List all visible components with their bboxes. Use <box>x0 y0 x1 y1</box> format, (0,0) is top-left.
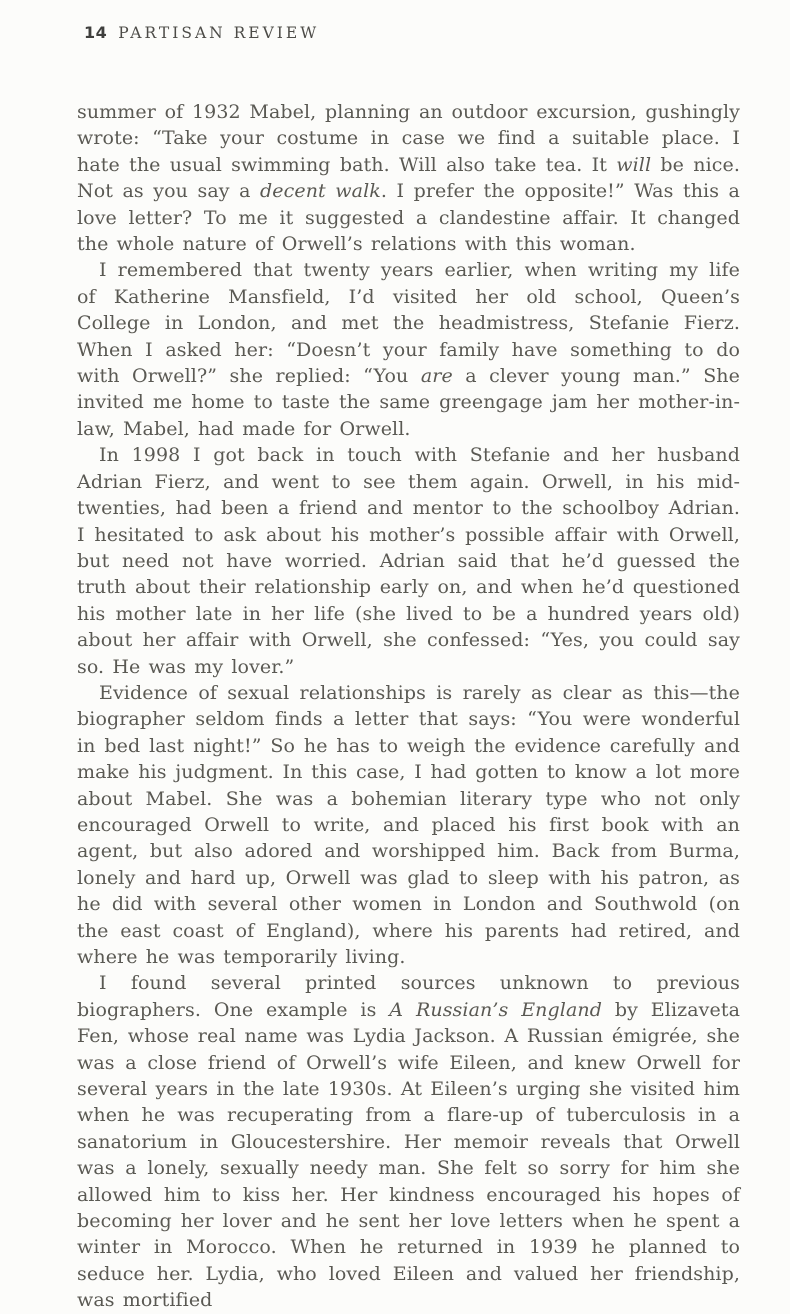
text-run: In 1998 I got back in touch with Stefanie and her husband Adrian Fierz, and went to see them again. Orwell, in his mid-twenties, had been a friend and mentor to the schoolboy Adrian. I hesitated to ask about his mother’s possible affair with Orwell, but need not have worried. Adrian said that he’d guessed the truth about their relationship early on, and when he’d questioned his mother late in her life (she lived to be a hundred years old) about her affair with Orwell, she confessed: “Yes, you could say so. He was my lover.” <box>77 444 740 678</box>
text-run: by Elizaveta Fen, whose real name was Lydia Jackson. A Russian émigrée, she was a close friend of Orwell’s wife Eileen, and knew Orwell for several years in the late 1930s. At Eileen’s urging she visited him when he was recuperating from a flare-up of tuberculosis in a sanatorium in Gloucestershire. Her memoir reveals that Orwell was a lonely, sexually needy man. She felt so sorry for him she allowed him to kiss her. Her kindness encouraged his hopes of becoming her lover and he sent her love letters when he spent a winter in Morocco. When he returned in 1939 he planned to seduce her. Lydia, who loved Eileen and valued her friendship, was mortified <box>77 998 741 1312</box>
paragraph <box>77 257 740 442</box>
paragraph <box>77 970 740 1313</box>
text-run: summer of 1932 Mabel, planning an outdoor excursion, gushingly wrote: “Take your costume in case we find a suitable place. I hate the usual swimming bath. Will also take tea. It <box>77 101 740 176</box>
italic-text-run: A Russian’s England <box>389 998 602 1021</box>
journal-title: PARTISAN REVIEW <box>118 24 320 42</box>
text-run: Evidence of sexual relationships is rarely as clear as this—the biographer seldom finds a letter that says: “You were wonderful in bed last night!” So he has to weigh the evidence carefully and make his judgment. In this case, I had gotten to know a lot more about Mabel. She was a bohemian literary type who not only encouraged Orwell to write, and placed his first book with an agent, but also adored and worshipped him. Back from Burma, lonely and hard up, Orwell was glad to sleep with his patron, as he did with several other women in London and Southwold (on the east coast of England), where his parents had retired, and where he was temporarily living. <box>77 681 740 968</box>
italic-text-run: decent walk <box>260 180 381 203</box>
italic-text-run: are <box>420 365 453 388</box>
paragraph <box>77 680 740 970</box>
text-run: be nice. Not as you say a <box>77 153 741 203</box>
body-text <box>77 99 740 1314</box>
page-header <box>84 23 319 42</box>
paragraph <box>77 442 740 680</box>
page-number: 14 <box>84 23 108 42</box>
text-run: I remembered that twenty years earlier, when writing my life of Katherine Mansfield, I’d visited her old school, Queen’s College in London, and met the headmistress, Stefanie Fierz. When I asked her: “Doesn’t your family have something to do with Orwell?” she replied: “You <box>77 259 740 388</box>
text-run: I found several printed sources unknown to previous biographers. One example is <box>77 972 740 1021</box>
italic-text-run: will <box>616 153 652 176</box>
paragraph <box>77 99 740 257</box>
text-run: . I prefer the opposite!” Was this a love letter? To me it suggested a clandestine affair. It changed the whole nature of Orwell’s relations with this woman. <box>77 180 740 256</box>
text-run: a clever young man.” She invited me home to taste the same greengage jam her mother-in-law, Mabel, had made for Orwell. <box>77 365 740 440</box>
